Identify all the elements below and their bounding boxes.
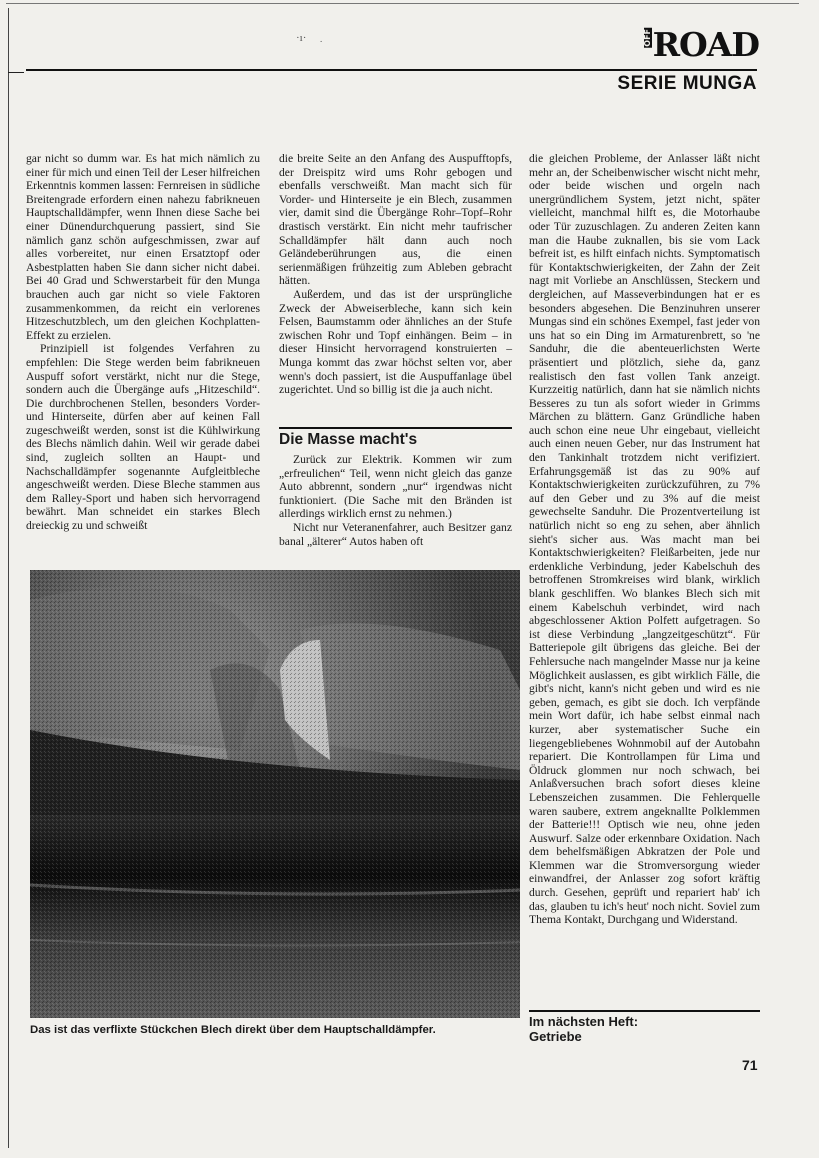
- photo-illustration: [30, 570, 520, 1018]
- page-number: 71: [742, 1057, 758, 1073]
- article-column-1: [26, 152, 260, 533]
- magazine-logo: [642, 25, 759, 64]
- paragraph: die gleichen Probleme, der Anlasser läßt nicht mehr an, der Scheibenwischer wischt nicht mehr, oder beide wischen und orgeln nach unergründlichem System, jetzt nicht, später vielleicht, manchmal hilft es, die Motorhaube oder Tür zuzuschlagen. Zu anderen Zeiten kann man die Haube zuknallen, bis sie vom Lack befreit ist, es hilft einfach nichts. Symptomatisch für Kontaktschwierigkeiten, der Zahn der Zeit nagt mit Vorliebe an Anschlüssen, Steckern und dergleichen, auf Masseverbindungen hat er es besonders abgesehen. Die Benzinuhren unserer Mungas sind ein schönes Exempel, fast jeder von uns hat so ein Ding im Armaturenbrett, so 'ne Sanduhr, die die abenteuerlichsten Werte präsentiert und plötzlich, siehe da, ganz realistisch den fast vollen Tank anzeigt. Kurzzeitig natürlich, dann hat sie nämlich nichts Besseres zu tun als sofort wieder in Grimms Märchen zu blättern. Ganz Gründliche haben auch schon eine neue Uhr eingebaut, vielleicht auch einen neuen Geber, nur das Instrument hat den Tankinhalt trotzdem nicht verifiziert. Erfahrungsgemäß ist das zu 90% auf Kontaktschwierigkeiten zurückzuführen, zu 7% auf den Geber und zu 3% auf die meist gewechselte Sanduhr. Die Prozentverteilung ist natürlich nicht so eng zu sehen, aber ähnlich sieht's sicher aus. Was macht man bei Kontaktschwierigkeiten? Fleißarbeiten, jede nur erdenkliche Verbindung, jeder Kabelschuh des betroffenen Stromkreises wird blank, wirklich blank geschliffen. Wo blankes Blech sich mit einem Kabelschuh verbindet, wird nach abgeschlossener Aktion Polfett aufgetragen. So ist diese Verbindung „langzeitgeschützt“. Für Batteriepole gilt übrigens das gleiche. Bei der Fehlersuche nach mangelnder Masse nur ja keine Möglichkeit auslassen, es gibt wirklich Fälle, die gibt's nicht, kann's nicht geben und wird es nie geben, gemach, es gibt sie doch. Ich verpfände mein Wort dafür, ich habe selbst einmal nach kurzer, aber systematischer Suche ein liegengebliebenes Wohnmobil auf der Autobahn repariert. Die Kontrollampen für Lima und Öldruck glommen nur noch schwach, bei Anlaßversuchen brach sofort dieses kleine Lebenszeichen zusammen. Die Fehlerquelle waren saubere, extrem angeknallte Polklemmen der Batterie!!! Optisch wie neu, ohne jeden Auswurf. Salze oder erkennbare Oxidation. Nach dem behelfsmäßigen Abkratzen der Pole und Klemmen war die Stromversorgung wieder einwandfrei, der Anlasser zog sofort kräftig durch. Gesehen, geprüft und repariert hab' ich das, glauben tu ich's heut' noch nicht. Soviel zum Thema Kontakt, Durchgang und Widerstand.: [529, 152, 760, 927]
- paragraph: gar nicht so dumm war. Es hat mich nämlich zu einer für mich und einen Teil der Leser hilfreichen Erkenntnis kommen lassen: Fernreisen in südliche Breitengrade erfordern einen nahezu fabrikneuen Hauptschalldämpfer, wenn Ihnen diese Sache bei einer Dünendurchquerung passiert, sind Sie nämlich ganz schön aufgeschmissen, zwar auf alles vorbereitet, nur einen Ersatztopf oder Asbestplatten haben Sie dann sicher nicht dabei. Bei 40 Grad und Schwerstarbeit für den Munga brauchen auch gar nicht so viele Faktoren zusammenkommen, da reicht ein verlorenes Hitzeschutzblech, um den gleichen Kochplatten-Effekt zu erzielen.: [26, 152, 260, 342]
- paragraph: die breite Seite an den Anfang des Auspufftopfs, der Dreispitz wird ums Rohr gebogen und ebenfalls verschweißt. Man macht sich für Vorder- und Hinterseite je ein Blech, zusammen vier, damit sind die Übergänge Rohr–Topf–Rohr drastisch verstärkt. Ein nicht mehr taufrischer Schalldämpfer hält dann auch noch Geländeberührungen aus, die einen serienmäßigen frühzeitig zum Ableben gebracht hätten.: [279, 152, 512, 288]
- paragraph: Nicht nur Veteranenfahrer, auch Besitzer ganz banal „älterer“ Autos haben oft: [279, 520, 512, 548]
- logo-road-text: ROAD: [652, 25, 759, 64]
- header-rule: [26, 69, 757, 71]
- logo-off-text: OFF: [642, 29, 652, 47]
- next-issue-box: [529, 1010, 760, 1044]
- paragraph: Außerdem, und das ist der ursprüngliche Zweck der Abweiserbleche, kann sich kein Felsen, Baumstamm oder ähnliches an der Stufe zwischen Rohr und Topf einhängen. Beim – in dieser Hinsicht hervorragend konstruierten – Munga kommt das zwar höchst selten vor, aber wenn's doch passiert, ist die Auspuffanlage übel zugerichtet. Und so billig ist die ja auch nicht.: [279, 287, 512, 397]
- exhaust-photo: [30, 570, 520, 1018]
- article-column-2: [279, 152, 512, 397]
- series-title: SERIE MUNGA: [617, 73, 757, 94]
- paragraph: Prinzipiell ist folgendes Verfahren zu empfehlen: Die Stege werden beim fabrikneuen Auspuff sofort verstärkt, nicht nur die Stege, sondern auch die Übergänge aufs „Hitzeschild“. Die durchbrochenen Stellen, besonders Vorder- und Hinterseite, dürfen aber auf keinen Fall zugeschweißt werden, sonst ist die Kühlwirkung des Blechs nämlich dahin. Weil wir gerade dabei sind, zugleich sollten an Haupt- und Nachschalldämpfer sogenannte Aufgleitbleche angeschweißt werden. Diese Bleche stammen aus dem Ralley-Sport und haben sich hervorragend bewährt. Man schneidet ein starkes Blech dreieckig zu und schweißt: [26, 342, 260, 533]
- top-edge-rule: [6, 3, 799, 4]
- article-column-3: [529, 152, 760, 927]
- photo-caption: Das ist das verflixte Stückchen Blech direkt über dem Hauptschalldämpfer.: [30, 1024, 436, 1036]
- next-issue-topic: Getriebe: [529, 1029, 582, 1044]
- scan-mark: ·ı·: [296, 32, 307, 44]
- section-heading: Die Masse macht's: [279, 427, 512, 449]
- article-column-2-continued: [279, 453, 512, 548]
- paragraph: Zurück zur Elektrik. Kommen wir zum „erfreulichen“ Teil, wenn nicht gleich das ganze Auto abbrennt, sondern „nur“ irgendwas nicht funktioniert. (Die Sache mit den Bränden ist allerdings wirklich ernst zu nehmen.): [279, 453, 512, 521]
- margin-tick: [8, 72, 24, 73]
- next-issue-label: Im nächsten Heft:: [529, 1014, 639, 1029]
- scan-mark-dot: .: [320, 34, 323, 44]
- binding-edge-rule: [8, 8, 9, 1148]
